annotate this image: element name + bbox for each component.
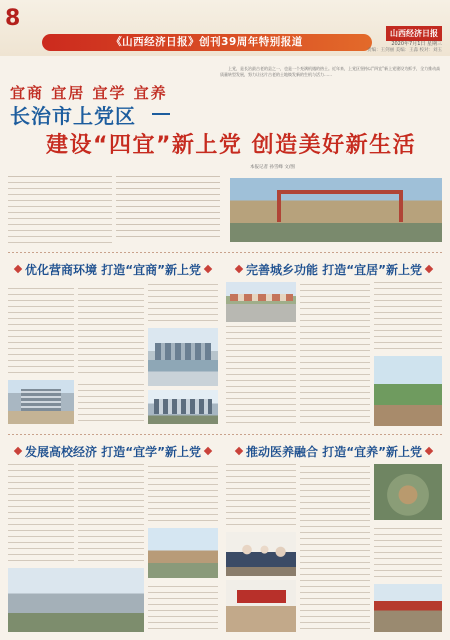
diamond-icon [204, 447, 212, 455]
body-text-block [116, 176, 220, 240]
section-divider [8, 434, 442, 435]
photo-building [8, 380, 74, 424]
section-heading-business: 优化营商环境 打造“宜商”新上党 [8, 260, 218, 278]
body-text-block [78, 284, 144, 376]
main-headline: 建设“四宜”新上党 创造美好新生活 [46, 133, 417, 158]
body-text-block [300, 464, 370, 632]
body-text-block [78, 380, 144, 424]
body-text-block [148, 464, 218, 524]
photo-campus [148, 528, 218, 578]
staff-credits: 责编：王剑丽 美编：王淼 校对：刘玉 [367, 48, 442, 53]
photo-hospital [374, 584, 442, 632]
body-text-block [8, 284, 74, 376]
section-heading-livable: 完善城乡功能 打造“宜居”新上党 [226, 260, 442, 278]
photo-aerial-view [374, 464, 442, 520]
photo-university-aerial [8, 568, 144, 632]
body-text-block [148, 582, 218, 632]
diamond-icon [14, 447, 22, 455]
diamond-icon [425, 447, 433, 455]
section-heading-elderly-care: 推动医养融合 打造“宜养”新上党 [226, 442, 442, 460]
diamond-icon [425, 265, 433, 273]
body-text-block [374, 282, 442, 352]
anniversary-banner: 《山西经济日报》创刊39周年特别报道 [42, 34, 372, 51]
photo-city-gate [230, 178, 442, 242]
paper-name: 山西经济日报 [386, 26, 442, 41]
photo-city-skyline [148, 328, 218, 386]
body-text-block [300, 282, 370, 426]
section-divider [8, 252, 442, 253]
photo-park [374, 356, 442, 426]
subhead-rule [152, 113, 170, 115]
body-text-block [226, 464, 296, 528]
issue-date: 2020年7月1日 星期三 [391, 41, 442, 47]
intro-text: 上党，是长治最古老的县之一，也是一个充满机遇的热土。近年来，上党区坚持以“四宜”新上党建设为抓手，全力推动高质量转型发展，努力让这片古老的土地焕发新的生机与活力…… [220, 66, 441, 78]
body-text-block [8, 464, 74, 564]
body-text-block [374, 524, 442, 580]
photo-road [226, 282, 296, 322]
diamond-icon [204, 265, 212, 273]
body-text-block [148, 284, 218, 324]
body-text-block [78, 464, 144, 564]
photo-industrial-park [148, 390, 218, 424]
page-number: 8 [5, 6, 21, 31]
headline-subhead: 长治市上党区 [10, 104, 136, 128]
section-heading-education: 发展高校经济 打造“宜学”新上党 [8, 442, 218, 460]
photo-care-center [226, 580, 296, 632]
byline: 本报记者 孙雪峰 文/图 [250, 165, 295, 170]
diamond-icon [235, 265, 243, 273]
body-text-block [226, 326, 296, 426]
diamond-icon [235, 447, 243, 455]
headline-kicker: 宜商 宜居 宜学 宜养 [10, 84, 168, 102]
diamond-icon [14, 265, 22, 273]
body-text-block [8, 180, 112, 246]
photo-care-staff [226, 532, 296, 576]
